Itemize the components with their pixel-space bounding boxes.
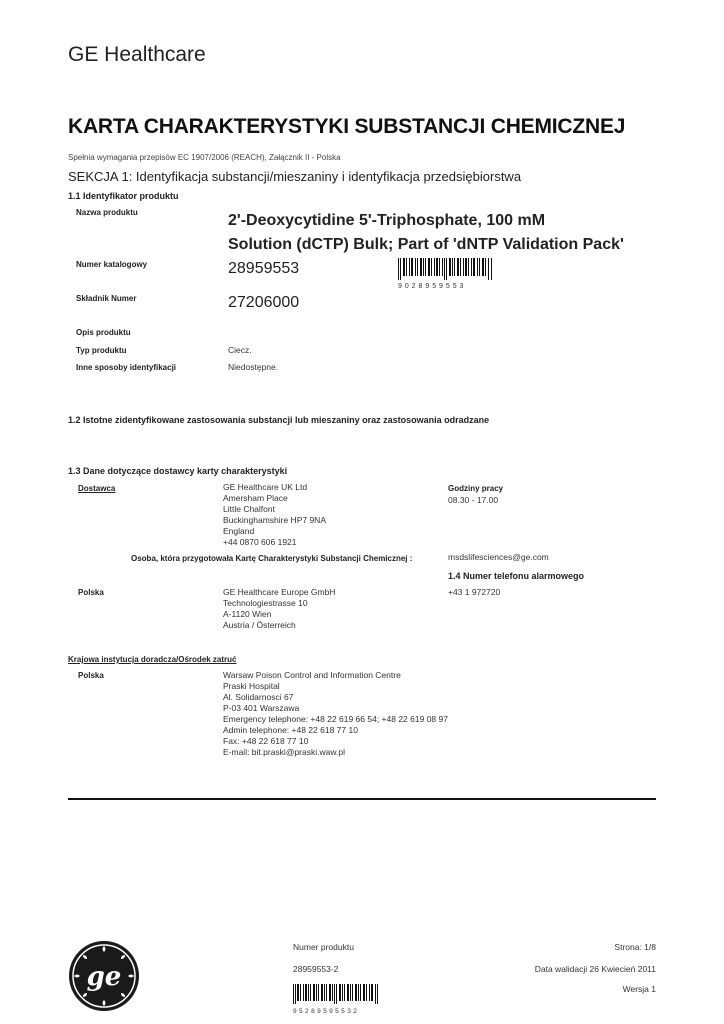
- product-type-label: Typ produktu: [76, 346, 127, 355]
- advisory-line: Emergency telephone: +48 22 619 66 54; +48 22 619 08 97: [223, 714, 448, 724]
- advisory-line: Admin telephone: +48 22 618 77 10: [223, 725, 358, 735]
- product-name-line-1: 2'-Deoxycytidine 5'-Triphosphate, 100 mM: [228, 212, 546, 229]
- supplier-line: England: [223, 526, 255, 536]
- advisory-line: Al. Solidarnosci 67: [223, 692, 294, 702]
- divider-line: [68, 798, 656, 800]
- poland-label: Polska: [78, 588, 104, 597]
- catalog-number-label: Numer katalogowy: [76, 260, 148, 269]
- version: Wersja 1: [622, 984, 656, 994]
- emergency-phone: +43 1 972720: [448, 587, 501, 597]
- poland-line: Technologiestrasse 10: [223, 598, 308, 608]
- supplier-label: Dostawca: [78, 484, 116, 493]
- ge-logo-icon: [68, 940, 140, 1012]
- validation-date: Data walidacji 26 Kwiecień 2011: [534, 964, 656, 974]
- catalog-number: 28959553: [228, 260, 300, 277]
- product-name: [228, 209, 668, 257]
- regulation-note: Spełnia wymagania przepisów EC 1907/2006 (REACH), Załącznik II - Polska: [68, 153, 341, 162]
- poland-line: A-1120 Wien: [223, 609, 272, 619]
- footer-product-number: 28959553-2: [293, 964, 339, 974]
- catalog-barcode-digits: 9 0 2 8 9 5 9 5 5 3: [398, 283, 464, 290]
- section-1-4-heading: 1.4 Numer telefonu alarmowego: [448, 571, 585, 581]
- working-hours-value: 08.30 - 17.00: [448, 495, 499, 505]
- svg-text:ge: ge: [86, 962, 122, 992]
- product-name-label: Nazwa produktu: [76, 208, 138, 217]
- advisory-country-label: Polska: [78, 671, 104, 680]
- document-title: KARTA CHARAKTERYSTYKI SUBSTANCJI CHEMICZNEJ: [68, 115, 626, 138]
- poland-address: [223, 587, 335, 631]
- prepared-by-email: msdslifesciences@ge.com: [448, 552, 549, 562]
- advisory-line: Fax: +48 22 618 77 10: [223, 736, 309, 746]
- advisory-line: P-03 401 Warszawa: [223, 703, 300, 713]
- supplier-line: +44 0870 606 1921: [223, 537, 297, 547]
- barcode-image: [398, 258, 494, 280]
- section-1-3-heading: 1.3 Dane dotyczące dostawcy karty charakterystyki: [68, 466, 288, 476]
- supplier-line: Buckinghamshire HP7 9NA: [223, 515, 326, 525]
- component-number-label: Składnik Numer: [76, 294, 137, 303]
- advisory-line: Warsaw Poison Control and Information Centre: [223, 670, 401, 680]
- brand-name: GE Healthcare: [68, 43, 206, 66]
- poland-line: Austria / Österreich: [223, 620, 296, 630]
- product-name-line-2: Solution (dCTP) Bulk; Part of 'dNTP Validation Pack': [228, 236, 624, 253]
- footer-barcode: [293, 984, 379, 1015]
- component-number: 27206000: [228, 294, 300, 311]
- supplier-line: Little Chalfont: [223, 504, 275, 514]
- footer-barcode-image: [293, 984, 379, 1006]
- section-1-2-heading: 1.2 Istotne zidentyfikowane zastosowania substancji lub mieszaniny oraz zastosowania odradzane: [68, 415, 490, 425]
- section-1-title: SEKCJA 1: Identyfikacja substancji/mieszaniny i identyfikacja przedsiębiorstwa: [68, 169, 522, 184]
- advisory-line: Praski Hospital: [223, 681, 280, 691]
- working-hours-label: Godziny pracy: [448, 484, 504, 493]
- catalog-barcode: [398, 258, 494, 290]
- supplier-line: GE Healthcare UK Ltd: [223, 482, 308, 492]
- product-type-value: Ciecz.: [228, 345, 252, 355]
- prepared-by-label: Osoba, która przygotowała Kartę Charakterystyki Substancji Chemicznej :: [131, 554, 413, 563]
- poland-line: GE Healthcare Europe GmbH: [223, 587, 336, 597]
- advisory-heading: Krajowa instytucja doradcza/Ośrodek zatruć: [68, 655, 237, 664]
- product-description-label: Opis produktu: [76, 328, 131, 337]
- other-identification-label: Inne sposoby identyfikacji: [76, 363, 177, 372]
- advisory-address: [223, 670, 448, 758]
- advisory-line: E-mail: bit.praski@praski.waw.pl: [223, 747, 345, 757]
- section-1-1-heading: 1.1 Identyfikator produktu: [68, 191, 179, 201]
- supplier-line: Amersham Place: [223, 493, 288, 503]
- ge-logo: [68, 940, 140, 1017]
- footer-product-number-label: Numer produktu: [293, 942, 354, 952]
- footer-barcode-digits: 9 5 2 8 9 5 9 5 5 3 2: [293, 1008, 358, 1015]
- page-number: Strona: 1/8: [614, 942, 656, 952]
- supplier-address: [223, 482, 326, 548]
- other-identification-value: Niedostępne.: [228, 362, 279, 372]
